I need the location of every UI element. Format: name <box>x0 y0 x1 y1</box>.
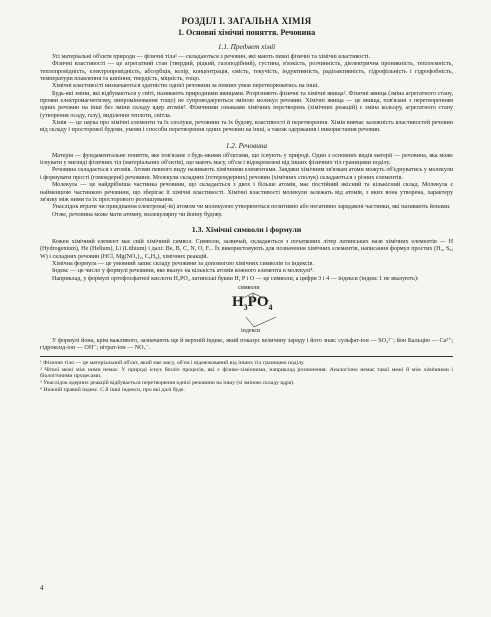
subsection-title-1-2: 1.2. Речовина <box>225 140 268 150</box>
footnote: ² Чіткої межі між ними немає. У природі існує безліч процесів, які є фізико-хімічними, наприклад розчинення. Аналогічно немає такої межі й між хімічними і біологічними процесами. <box>40 366 453 380</box>
chapter-title: РОЗДІЛ І. ЗАГАЛЬНА ХІМІЯ <box>181 16 312 26</box>
paragraph: Фізичні властивості — це агрегатний стан (твердий, рідкий, газоподібний), густина, в'язкість, розчинність, діелектрична проникність, теплоємність, теплопровідність, електропровідність, абсорбція, колір, концентрація, ємість, текучість, індуктивність, радіоактивність, гідрофільність і гідрофобність, температури плавлення та кипіння; твердість, міцність, тощо. <box>40 61 453 83</box>
section-title: 1. Основні хімічні поняття. Речовина <box>177 28 316 37</box>
footnotes <box>40 360 453 395</box>
paragraph: Унаслідок втрати чи приєднання електрона(-ів) атомом чи молекулою утворюються позитивно або негативно заряджені частинки, які називають йонами. <box>52 204 451 211</box>
paragraph: Отже, речовина може мати атомну, молекулярну чи йонну будову. <box>52 211 223 218</box>
paragraph: Наприклад, у формулі ортофосфатної кислоти H₃PO₄ латинські букви H, P і O — це символи, а цифри 3 і 4 — індекси (індекс 1 не вказують): <box>52 275 419 282</box>
footnote: ³ Унаслідок ядерних реакцій відбувається перетворення однієї речовини на іншу (зі зміною складу ядра). <box>40 380 295 387</box>
paragraph: Матерія — фундаментальне поняття, яке пов'язане з будь-якими об'єктами, що існують у природі. Один з основних видів матерії — речовина, яка може існувати у вигляді фізичних тіл (матеріальних об'єктів), що мають масу, об'єм і відокремлені від інших фізичних тіл границями поділу. <box>40 152 453 167</box>
footnote-divider <box>40 356 453 357</box>
paragraph: Кожен хімічний елемент має свій хімічний символ. Символи, зазвичай, складаються з початкових літер латинських назв хімічних елементів — H (Hydrogenium), He (Helium), Li (Lithium) і далі: Be, B, C, N, O, F... Їх використовують для позначення хімічних елементів, написання формул простих (H₂, S₈, W) і складних речовин (HCl, Mg(NO₃)₂, C₆H₆), хімічних реакцій. <box>40 238 453 260</box>
paragraph: Хімічні властивості визначаються здатністю однієї речовини за певних умов перетворюватись на інші. <box>52 83 319 90</box>
paragraph: У формулі йона, крім важливого, зазначають ще й верхній індекс, який показує величину заряду і його знак: сульфат-іон — SO₄²⁻; йон Кальцію — Ca²⁺; гідроксид-іон — OH⁻; нітрат-іон — NO₃⁻. <box>40 337 453 352</box>
formula-diagram <box>40 284 453 336</box>
paragraph: Речовина складається з атомів. Атоми певного виду називають хімічними елементами. Завдяки хімічним зв'язкам атоми можуть об'єднуватись у молекули і формувати прості (гомоядерні) речовини. Молекули складних (гетероядерних) речовин (хімічних сполук) складаються з різних елементів. <box>40 167 453 181</box>
symbols-label: символи <box>238 284 260 291</box>
chemical-formula: $H_3PO_4$ <box>232 293 273 312</box>
indices-label: індекси <box>241 327 261 334</box>
subsection-title-1-3: 1.3. Хімічні символи і формули <box>191 224 302 234</box>
subsection-title-1-1: 1.1. Предмет хімії <box>217 42 276 51</box>
paragraph: Індекс — це число у формулі речовини, яке вказує на кількість атомів кожного елемента в молекулі⁴. <box>52 268 314 275</box>
paragraph: Хімічна формула — це умовний запис складу речовини за допомогою хімічних символів та індексів. <box>52 260 314 267</box>
paragraph: Усі матеріальні об'єкти природи — фізичні тіла¹ — складаються з речовин, які мають певні фізичні та хімічні властивості. <box>52 54 371 60</box>
footnote: ⁴ Нижній правий індекс. С й інші індекси, про які далі буде. <box>40 387 185 394</box>
paragraph: Будь-які зміни, які відбуваються у світі, називають природними явищами. Розрізняють фізичні та хімічні явища². Фізичні явища (зміна агрегатного стану, прояви електромагнетизму, випромінювання тощо) не супроводжуються зміною молекул речовин. Хімічні явища — це явища, пов'язані з перетворенням одних речовин на інші без зміни складу ядер атомів³. Фізичними ознаками хімічних перетворень (хімічних реакцій) є зміна кольору, агрегатного стану (утворення осаду, газу), виділення теплоти, світла. <box>40 90 453 119</box>
paragraph: Молекула — це найдрібніша частинка речовини, що складається з двох і більше атомів, має постійний якісний та кількісний склад. Молекула є найменшою частинкою речовини, що зберігає її хімічні властивості. Хімічні властивості молекули залежать від атомів, з яких вона утворена, характеру зв'язку між ними та їх просторового розташування. <box>40 182 453 203</box>
paragraph: Хімія — це наука про хімічні елементи та їх сполуки, речовини та їх будову, властивості й перетворення. Хімія вивчає залежність властивостей речовин від складу і просторової будови, умови і способи перетворення одних речовин на інші, а також одержання і використання речовин. <box>40 120 453 134</box>
footnote: ¹ Фізичне тіло — це матеріальний об'єкт, який має масу, об'єм і відмежований від інших тіл границею поділу. <box>40 359 305 366</box>
page-number: 4 <box>40 584 44 592</box>
